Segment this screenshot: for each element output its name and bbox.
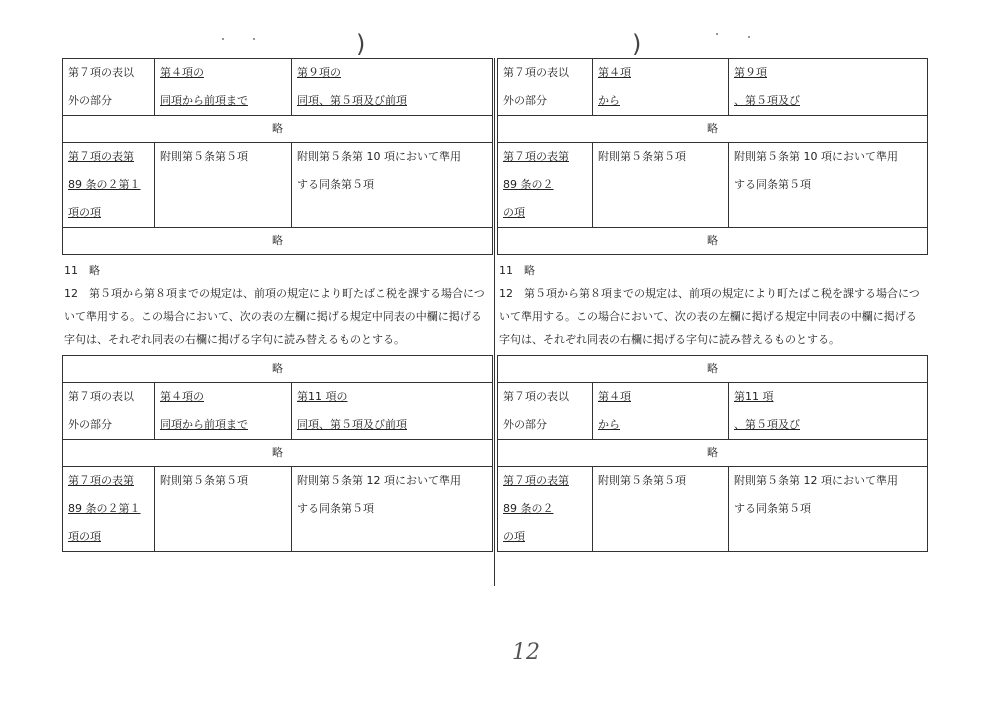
paragraph-11: 11 略 <box>499 264 535 277</box>
omission-row: 略 <box>63 228 493 255</box>
page-number: 12 <box>512 640 540 665</box>
omission-row: 略 <box>63 440 493 467</box>
omission-row: 略 <box>63 116 493 143</box>
cell-provision: 第７項の表第 89 条の２ の項 <box>498 467 593 552</box>
table-2 <box>497 355 928 552</box>
cell-replacement: 附則第５条第 12 項において準用 する同条第５項 <box>729 467 928 552</box>
cell-original: 附則第５条第５項 <box>155 467 292 552</box>
cell-provision: 第７項の表以 外の部分 <box>498 383 593 440</box>
table-row <box>63 143 493 228</box>
cell-original: 第４項 から <box>593 383 729 440</box>
table-row <box>63 59 493 116</box>
cell-replacement: 第９項の 同項、第５項及び前項 <box>292 59 493 116</box>
table-row <box>63 467 493 552</box>
table-row <box>498 383 928 440</box>
table-row <box>498 143 928 228</box>
cell-provision: 第７項の表第 89 条の２ の項 <box>498 143 593 228</box>
table-1 <box>497 58 928 255</box>
cell-original: 附則第５条第５項 <box>155 143 292 228</box>
scan-dot <box>748 36 750 38</box>
cell-provision: 第７項の表第 89 条の２第１ 項の項 <box>63 467 155 552</box>
cell-provision: 第７項の表以 外の部分 <box>498 59 593 116</box>
punch-hole-right-icon: ) <box>632 30 642 58</box>
left-column <box>62 58 492 584</box>
cell-original: 第４項 から <box>593 59 729 116</box>
cell-replacement: 第11 項の 同項、第５項及び前項 <box>292 383 493 440</box>
cell-original: 附則第５条第５項 <box>593 467 729 552</box>
paragraph-12: 12 第５項から第８項までの規定は、前項の規定により町たばこ税を課する場合について準用する。この場合において、次の表の左欄に掲げる規定中同表の中欄に掲げる字句は、それぞれ同表の右欄に掲げる字句に読み替えるものとする。 <box>499 287 920 346</box>
cell-provision: 第７項の表以 外の部分 <box>63 383 155 440</box>
cell-replacement: 第11 項 、第５項及び <box>729 383 928 440</box>
paragraph-12: 12 第５項から第８項までの規定は、前項の規定により町たばこ税を課する場合について準用する。この場合において、次の表の左欄に掲げる規定中同表の中欄に掲げる字句は、それぞれ同表の右欄に掲げる字句に読み替えるものとする。 <box>64 287 485 346</box>
cell-original: 第４項の 同項から前項まで <box>155 383 292 440</box>
omission-row: 略 <box>63 356 493 383</box>
omission-row: 略 <box>498 440 928 467</box>
cell-replacement: 附則第５条第 10 項において準用 する同条第５項 <box>292 143 493 228</box>
omission-row: 略 <box>498 228 928 255</box>
column-divider <box>494 58 495 586</box>
cell-provision: 第７項の表以 外の部分 <box>63 59 155 116</box>
omission-row: 略 <box>498 116 928 143</box>
cell-replacement: 附則第５条第 10 項において準用 する同条第５項 <box>729 143 928 228</box>
cell-original: 附則第５条第５項 <box>593 143 729 228</box>
right-column <box>497 58 927 584</box>
cell-replacement: 附則第５条第 12 項において準用 する同条第５項 <box>292 467 493 552</box>
cell-replacement: 第９項 、第５項及び <box>729 59 928 116</box>
table-2 <box>62 355 493 552</box>
cell-original: 第４項の 同項から前項まで <box>155 59 292 116</box>
scan-dot <box>716 33 718 35</box>
punch-hole-left-icon: ) <box>356 30 366 58</box>
table-1 <box>62 58 493 255</box>
scan-dot <box>253 38 255 40</box>
cell-provision: 第７項の表第 89 条の２第１ 項の項 <box>63 143 155 228</box>
table-row <box>63 383 493 440</box>
scan-dot <box>222 38 224 40</box>
omission-row: 略 <box>498 356 928 383</box>
table-row <box>498 467 928 552</box>
paragraph-11: 11 略 <box>64 264 100 277</box>
table-row <box>498 59 928 116</box>
